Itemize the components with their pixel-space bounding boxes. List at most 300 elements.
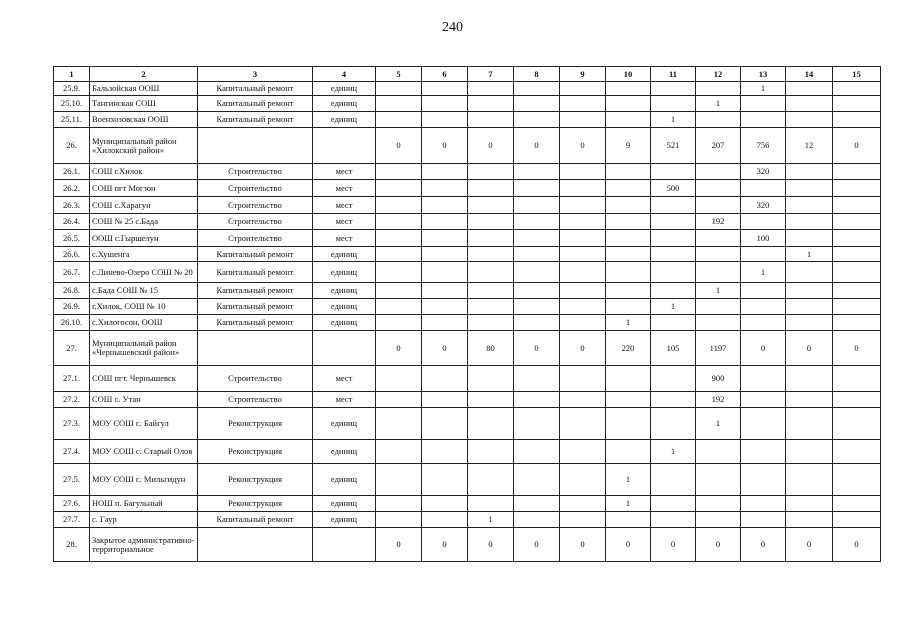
value-col-11 [651,82,696,96]
column-header-1: 1 [54,67,90,82]
table-row [54,315,881,331]
unit: мест [313,180,376,197]
value-col-9: 0 [560,331,606,366]
row-number: 25.9. [54,82,90,96]
value-col-15: 0 [833,528,881,562]
value-col-13 [741,247,786,262]
value-col-8 [514,512,560,528]
row-number: 25.10. [54,96,90,112]
column-header-9: 9 [560,67,606,82]
value-col-11 [651,496,696,512]
value-col-5 [376,180,422,197]
work-type: Реконструкция [198,496,313,512]
value-col-13 [741,408,786,440]
row-number: 26.8. [54,283,90,299]
value-col-15 [833,197,881,214]
value-col-13 [741,512,786,528]
value-col-9 [560,299,606,315]
object-name: Военхозовская ООШ [90,112,198,128]
value-col-13 [741,366,786,392]
value-col-15 [833,366,881,392]
unit: единиц [313,440,376,464]
value-col-9 [560,112,606,128]
value-col-10 [606,180,651,197]
unit: мест [313,164,376,180]
column-header-14: 14 [786,67,833,82]
value-col-7 [468,464,514,496]
value-col-9 [560,366,606,392]
value-col-6 [422,82,468,96]
value-col-10 [606,408,651,440]
value-col-9 [560,392,606,408]
value-col-6 [422,392,468,408]
value-col-8 [514,315,560,331]
value-col-5 [376,112,422,128]
value-col-6: 0 [422,331,468,366]
value-col-7 [468,366,514,392]
value-col-8: 0 [514,331,560,366]
value-col-5 [376,283,422,299]
value-col-10: 220 [606,331,651,366]
row-number: 27.2. [54,392,90,408]
value-col-8 [514,366,560,392]
table-row [54,392,881,408]
value-col-11 [651,197,696,214]
value-col-14 [786,299,833,315]
value-col-9 [560,197,606,214]
value-col-5 [376,82,422,96]
value-col-7 [468,112,514,128]
value-col-10 [606,82,651,96]
table-row [54,528,881,562]
value-col-11: 521 [651,128,696,164]
table-row [54,331,881,366]
value-col-13 [741,283,786,299]
value-col-12 [696,315,741,331]
value-col-10 [606,112,651,128]
value-col-14 [786,180,833,197]
value-col-9: 0 [560,128,606,164]
table-row [54,366,881,392]
value-col-8 [514,180,560,197]
value-col-11 [651,262,696,283]
work-type: Строительство [198,180,313,197]
object-name: г.Хилок, СОШ № 10 [90,299,198,315]
object-name: с.Хушенга [90,247,198,262]
value-col-12: 1 [696,96,741,112]
value-col-11 [651,366,696,392]
value-col-6 [422,112,468,128]
unit: единиц [313,408,376,440]
work-type: Капитальный ремонт [198,283,313,299]
value-col-8 [514,214,560,230]
value-col-7 [468,164,514,180]
work-type [198,528,313,562]
value-col-12 [696,464,741,496]
row-number: 26. [54,128,90,164]
value-col-13: 320 [741,197,786,214]
value-col-12 [696,164,741,180]
table-body [54,82,881,562]
value-col-15 [833,214,881,230]
value-col-11 [651,315,696,331]
value-col-7: 80 [468,331,514,366]
value-col-7 [468,283,514,299]
value-col-6 [422,262,468,283]
value-col-12: 0 [696,528,741,562]
value-col-9 [560,82,606,96]
value-col-11 [651,247,696,262]
value-col-5 [376,496,422,512]
value-col-15 [833,283,881,299]
value-col-5 [376,408,422,440]
work-type: Капитальный ремонт [198,262,313,283]
value-col-10 [606,283,651,299]
value-col-6 [422,512,468,528]
value-col-10 [606,197,651,214]
value-col-8 [514,247,560,262]
value-col-5 [376,247,422,262]
unit: мест [313,214,376,230]
value-col-5 [376,262,422,283]
table-row [54,96,881,112]
value-col-8 [514,392,560,408]
row-number: 26.9. [54,299,90,315]
value-col-5 [376,392,422,408]
value-col-10 [606,164,651,180]
value-col-15 [833,315,881,331]
object-name: с.Линево-Озеро СОШ № 20 [90,262,198,283]
value-col-11 [651,408,696,440]
value-col-8 [514,408,560,440]
value-col-9 [560,214,606,230]
value-col-10 [606,299,651,315]
work-type: Реконструкция [198,408,313,440]
value-col-15 [833,299,881,315]
value-col-7: 0 [468,528,514,562]
value-col-10 [606,262,651,283]
unit: единиц [313,464,376,496]
column-header-10: 10 [606,67,651,82]
value-col-6 [422,283,468,299]
row-number: 26.1. [54,164,90,180]
object-name: Закрытое административно-территориальное [90,528,198,562]
column-header-2: 2 [90,67,198,82]
value-col-7 [468,96,514,112]
work-type: Капитальный ремонт [198,315,313,331]
table-row [54,214,881,230]
value-col-7: 1 [468,512,514,528]
value-col-6 [422,464,468,496]
value-col-7 [468,262,514,283]
value-col-7 [468,197,514,214]
value-col-8 [514,440,560,464]
unit [313,528,376,562]
value-col-14 [786,214,833,230]
value-col-13 [741,96,786,112]
value-col-14 [786,408,833,440]
value-col-7: 0 [468,128,514,164]
value-col-15 [833,440,881,464]
unit: мест [313,230,376,247]
value-col-15 [833,262,881,283]
value-col-11 [651,96,696,112]
column-header-13: 13 [741,67,786,82]
value-col-14 [786,112,833,128]
value-col-9 [560,96,606,112]
table-row [54,440,881,464]
unit [313,331,376,366]
value-col-6 [422,366,468,392]
value-col-12 [696,496,741,512]
value-col-12 [696,112,741,128]
value-col-15 [833,408,881,440]
value-col-9 [560,180,606,197]
work-type: Капитальный ремонт [198,299,313,315]
column-header-7: 7 [468,67,514,82]
object-name: ООШ с.Гыршелун [90,230,198,247]
value-col-7 [468,230,514,247]
value-col-14: 1 [786,247,833,262]
value-col-5 [376,315,422,331]
column-header-11: 11 [651,67,696,82]
value-col-8 [514,82,560,96]
work-type: Капитальный ремонт [198,112,313,128]
value-col-10 [606,512,651,528]
object-name: СОШ с.Харагун [90,197,198,214]
value-col-11 [651,214,696,230]
value-col-6 [422,299,468,315]
work-type: Строительство [198,214,313,230]
row-number: 27.7. [54,512,90,528]
value-col-15 [833,512,881,528]
value-col-12 [696,197,741,214]
value-col-12 [696,180,741,197]
row-number: 26.4. [54,214,90,230]
value-col-14: 0 [786,528,833,562]
row-number: 26.7. [54,262,90,283]
value-col-8 [514,230,560,247]
value-col-8 [514,164,560,180]
value-col-11 [651,230,696,247]
value-col-6 [422,408,468,440]
value-col-11 [651,464,696,496]
unit: единиц [313,112,376,128]
object-name: МОУ СОШ с. Мильгидун [90,464,198,496]
row-number: 27.3. [54,408,90,440]
value-col-12 [696,247,741,262]
value-col-7 [468,299,514,315]
value-col-5 [376,230,422,247]
work-type: Реконструкция [198,440,313,464]
unit: единиц [313,299,376,315]
value-col-6: 0 [422,128,468,164]
table-row [54,464,881,496]
value-col-9 [560,440,606,464]
value-col-14 [786,262,833,283]
row-number: 27.1. [54,366,90,392]
value-col-8 [514,283,560,299]
object-name: СОШ пгт Могзон [90,180,198,197]
value-col-14 [786,496,833,512]
value-col-7 [468,315,514,331]
value-col-10: 1 [606,315,651,331]
unit [313,128,376,164]
value-col-11: 1 [651,299,696,315]
value-col-6 [422,180,468,197]
value-col-5 [376,512,422,528]
value-col-15 [833,96,881,112]
object-name: Муниципальный район «Хилокский район» [90,128,198,164]
value-col-11 [651,392,696,408]
value-col-13: 1 [741,262,786,283]
page-number: 240 [442,20,463,35]
value-col-8 [514,112,560,128]
unit: единиц [313,82,376,96]
value-col-7 [468,392,514,408]
value-col-8 [514,464,560,496]
value-col-5 [376,164,422,180]
value-col-14 [786,512,833,528]
value-col-7 [468,82,514,96]
column-header-3: 3 [198,67,313,82]
object-name: с.Хилогосон, ООШ [90,315,198,331]
value-col-15 [833,464,881,496]
value-col-12 [696,262,741,283]
header-row [54,67,881,82]
work-type: Капитальный ремонт [198,512,313,528]
value-col-12: 1197 [696,331,741,366]
value-col-10 [606,247,651,262]
value-col-15: 0 [833,331,881,366]
value-col-11: 1 [651,440,696,464]
row-number: 26.6. [54,247,90,262]
value-col-7 [468,440,514,464]
value-col-10: 1 [606,464,651,496]
row-number: 27.6. [54,496,90,512]
value-col-14 [786,315,833,331]
unit: единиц [313,247,376,262]
unit: мест [313,366,376,392]
table-row [54,82,881,96]
value-col-12 [696,512,741,528]
work-type: Строительство [198,392,313,408]
unit: единиц [313,512,376,528]
table-row [54,230,881,247]
value-col-6 [422,315,468,331]
work-type [198,128,313,164]
table-row [54,262,881,283]
table-row [54,180,881,197]
value-col-15 [833,82,881,96]
value-col-13 [741,392,786,408]
column-header-6: 6 [422,67,468,82]
value-col-15 [833,392,881,408]
work-type: Капитальный ремонт [198,247,313,262]
value-col-15 [833,496,881,512]
value-col-14 [786,82,833,96]
value-col-11 [651,512,696,528]
value-col-12 [696,440,741,464]
row-number: 28. [54,528,90,562]
object-name: СОШ № 25 с.Бада [90,214,198,230]
value-col-11: 0 [651,528,696,562]
value-col-13: 100 [741,230,786,247]
value-col-13 [741,315,786,331]
value-col-13: 756 [741,128,786,164]
value-col-5 [376,197,422,214]
value-col-13 [741,440,786,464]
value-col-14 [786,230,833,247]
unit: единиц [313,496,376,512]
value-col-14 [786,464,833,496]
value-col-15 [833,247,881,262]
value-col-6 [422,164,468,180]
data-table [53,66,881,562]
value-col-7 [468,408,514,440]
value-col-8: 0 [514,128,560,164]
value-col-13 [741,180,786,197]
value-col-15 [833,180,881,197]
object-name: СОШ г.Хилок [90,164,198,180]
value-col-14 [786,164,833,180]
object-name: НОШ п. Багульный [90,496,198,512]
value-col-9 [560,283,606,299]
value-col-6 [422,214,468,230]
value-col-14 [786,197,833,214]
table-row [54,496,881,512]
value-col-12 [696,82,741,96]
value-col-6 [422,496,468,512]
column-header-4: 4 [313,67,376,82]
object-name: МОУ СОШ с. Байгул [90,408,198,440]
value-col-5 [376,214,422,230]
value-col-7 [468,180,514,197]
value-col-5: 0 [376,128,422,164]
value-col-9 [560,408,606,440]
value-col-5 [376,299,422,315]
value-col-10 [606,214,651,230]
table-row [54,247,881,262]
column-header-8: 8 [514,67,560,82]
value-col-15 [833,112,881,128]
table-row [54,197,881,214]
object-name: МОУ СОШ с. Старый Олов [90,440,198,464]
value-col-9: 0 [560,528,606,562]
work-type [198,331,313,366]
value-col-13: 0 [741,331,786,366]
value-col-10: 9 [606,128,651,164]
value-col-9 [560,247,606,262]
value-col-12: 1 [696,283,741,299]
object-name: с.Бада СОШ № 15 [90,283,198,299]
value-col-6 [422,247,468,262]
value-col-10 [606,440,651,464]
value-col-8 [514,262,560,283]
value-col-7 [468,496,514,512]
column-header-5: 5 [376,67,422,82]
value-col-9 [560,262,606,283]
value-col-10: 1 [606,496,651,512]
unit: мест [313,392,376,408]
value-col-10 [606,96,651,112]
row-number: 27.4. [54,440,90,464]
object-name: СОШ с. Утан [90,392,198,408]
value-col-5: 0 [376,528,422,562]
unit: мест [313,197,376,214]
work-type: Строительство [198,230,313,247]
value-col-8: 0 [514,528,560,562]
